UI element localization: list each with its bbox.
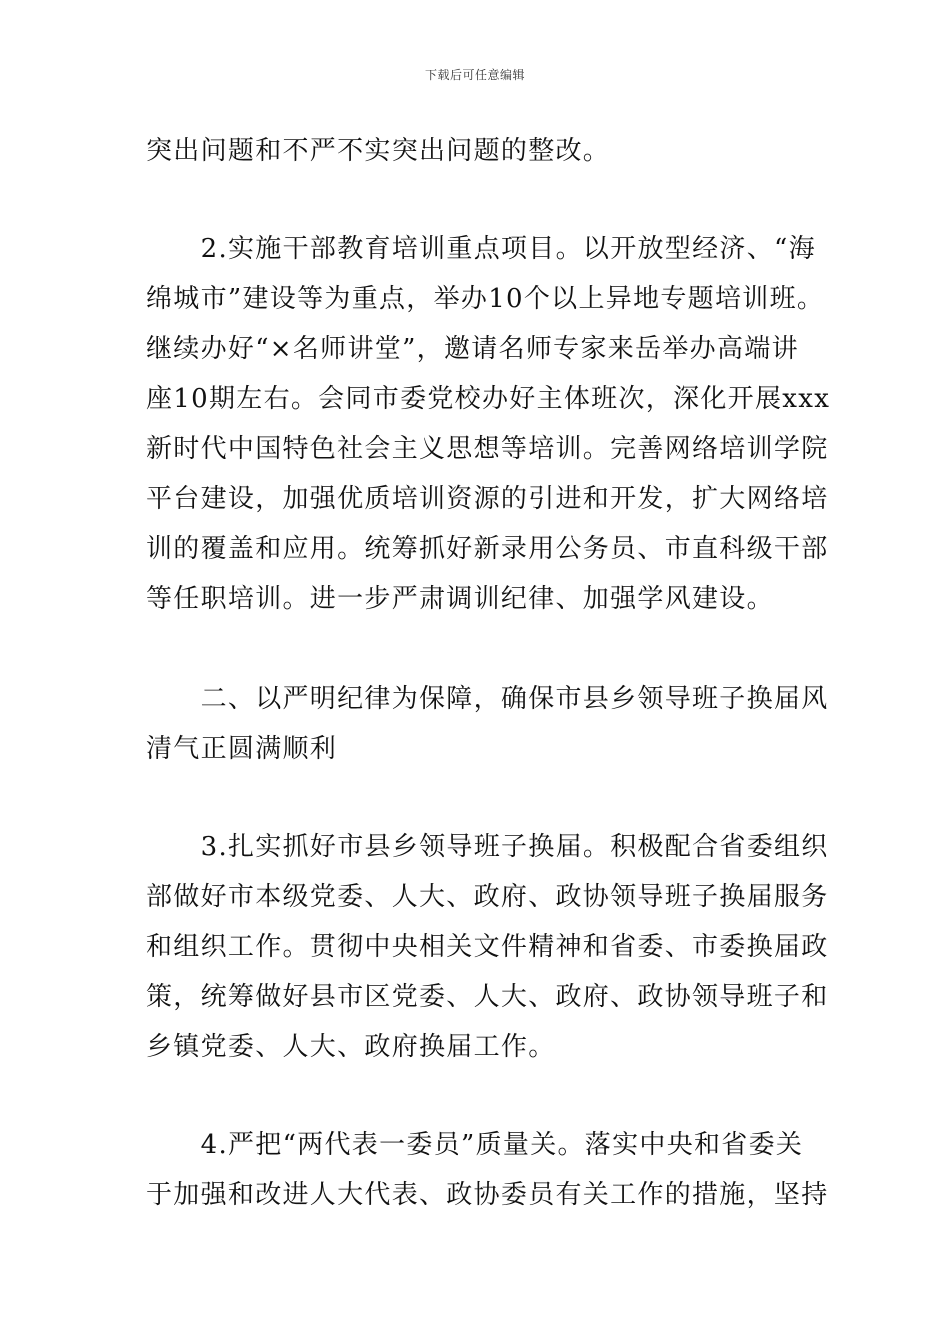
text-line: 4.严把“两代表一委员”质量关。落实中央和省委关: [146, 1130, 804, 1160]
text-line: 于加强和改进人大代表、政协委员有关工作的措施，坚持: [146, 1180, 829, 1210]
page-header: 下载后可任意编辑: [424, 68, 525, 82]
text-line: 2.实施干部教育培训重点项目。以开放型经济、“海: [146, 234, 816, 264]
text-line: 继续办好“×名师讲堂”，邀请名师专家来岳举办高端讲: [146, 334, 799, 364]
text-line: 突出问题和不严不实突出问题的整改。: [146, 136, 611, 166]
text-line: 乡镇党委、人大、政府换届工作。: [146, 1032, 556, 1062]
text-line: 策，统筹做好县市区党委、人大、政府、政协领导班子和: [146, 982, 829, 1012]
text-line: 部做好市本级党委、人大、政府、政协领导班子换届服务: [146, 882, 829, 912]
text-line: 平台建设，加强优质培训资源的引进和开发，扩大网络培: [146, 484, 829, 514]
text-line: 等任职培训。进一步严肃调训纪律、加强学风建设。: [146, 584, 774, 614]
text-line: 绵城市”建设等为重点，举办10个以上异地专题培训班。: [146, 284, 825, 314]
text-line: 3.扎实抓好市县乡领导班子换届。积极配合省委组织: [146, 832, 829, 862]
section-heading: 二、以严明纪律为保障，确保市县乡领导班子换届风: [146, 684, 829, 714]
text-line: 座10期左右。会同市委党校办好主体班次，深化开展xxx: [146, 384, 831, 414]
text-line: 新时代中国特色社会主义思想等培训。完善网络培训学院: [146, 434, 829, 464]
section-heading: 清气正圆满顺利: [146, 734, 338, 764]
text-line: 训的覆盖和应用。统筹抓好新录用公务员、市直科级干部: [146, 534, 829, 564]
text-line: 和组织工作。贯彻中央相关文件精神和省委、市委换届政: [146, 932, 829, 962]
